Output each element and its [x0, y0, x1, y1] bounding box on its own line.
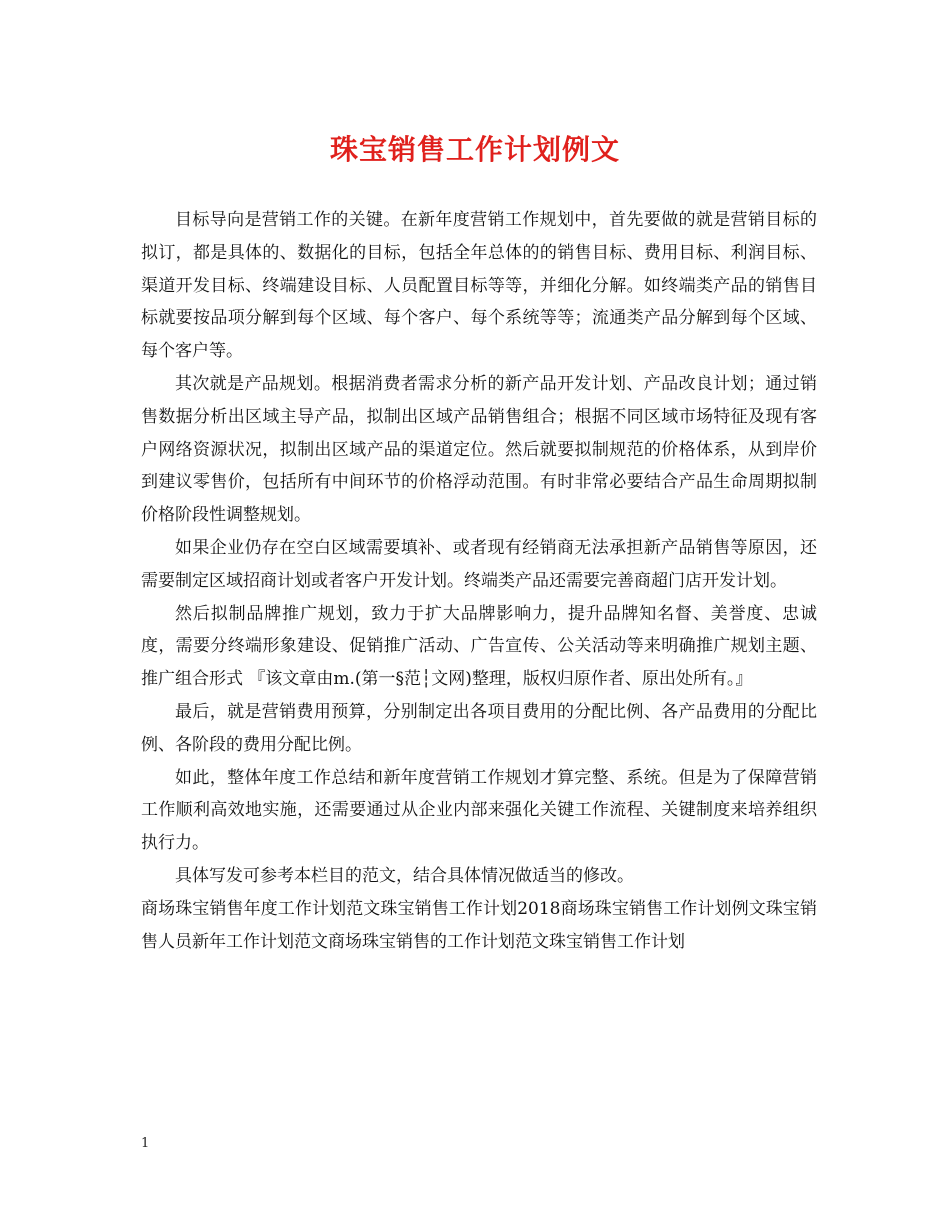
paragraph-1: 目标导向是营销工作的关键。在新年度营销工作规划中，首先要做的就是营销目标的拟订，都是具体的、数据化的目标，包括全年总体的的销售目标、费用目标、利润目标、渠道开发目标、终端建设目标、人员配置目标等等，并细化分解。如终端类产品的销售目标就要按品项分解到每个区域、每个客户、每个系统等等；流通类产品分解到每个区域、每个客户等。 — [141, 210, 817, 362]
page-number: 1 — [141, 1136, 150, 1151]
paragraph-4: 然后拟制品牌推广规划，致力于扩大品牌影响力，提升品牌知名督、美誉度、忠诚度，需要分终端形象建设、促销推广活动、广告宣传、公关活动等来明确推广规划主题、推广组合形式 『该文章由m.(第一§范┆文网)整理，版权归原作者、原出处所有。』 — [141, 603, 817, 690]
document-body — [141, 204, 817, 958]
paragraph-7: 具体写发可参考本栏目的范文，结合具体情况做适当的修改。 — [175, 865, 634, 886]
paragraph-2: 其次就是产品规划。根据消费者需求分析的新产品开发计划、产品改良计划；通过销售数据分析出区域主导产品，拟制出区域产品销售组合；根据不同区域市场特征及现有客户网络资源状况，拟制出区域产品的渠道定位。然后就要拟制规范的价格体系，从到岸价到建议零售价，包括所有中间环节的价格浮动范围。有时非常必要结合产品生命周期拟制价格阶段性调整规划。 — [141, 373, 817, 526]
page-title: 珠宝销售工作计划例文 — [329, 133, 620, 166]
related-links-text: 商场珠宝销售年度工作计划范文珠宝销售工作计划2018商场珠宝销售工作计划例文珠宝销售人员新年工作计划范文商场珠宝销售的工作计划范文珠宝销售工作计划 — [141, 898, 817, 952]
paragraph-3: 如果企业仍存在空白区域需要填补、或者现有经销商无法承担新产品销售等原因，还需要制定区域招商计划或者客户开发计划。终端类产品还需要完善商超门店开发计划。 — [141, 537, 817, 591]
paragraph-6: 如此，整体年度工作总结和新年度营销工作规划才算完整、系统。但是为了保障营销工作顺利高效地实施，还需要通过从企业内部来强化关键工作流程、关键制度来培养组织执行力。 — [141, 767, 817, 854]
paragraph-5: 最后，就是营销费用预算，分别制定出各项目费用的分配比例、各产品费用的分配比例、各阶段的费用分配比例。 — [141, 701, 817, 755]
